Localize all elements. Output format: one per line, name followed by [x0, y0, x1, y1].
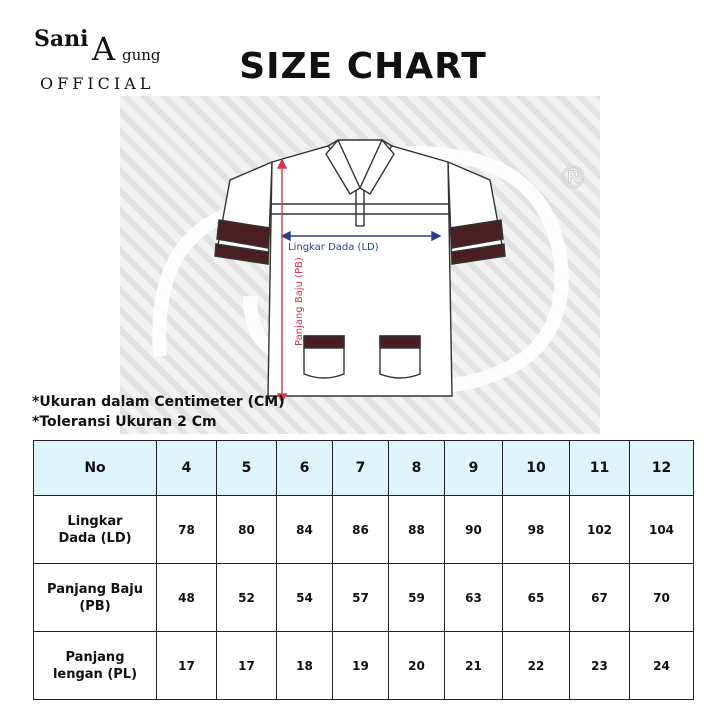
row-label-line1: Lingkar	[67, 513, 123, 529]
table-cell: 78	[157, 496, 217, 564]
table-cell: 21	[445, 632, 503, 700]
logo-text-a: A	[92, 30, 116, 68]
table-cell: 63	[445, 564, 503, 632]
row-label	[34, 564, 157, 632]
table-cell: 54	[277, 564, 333, 632]
table-cell: 65	[503, 564, 570, 632]
table-cell: 86	[333, 496, 389, 564]
note-unit: *Ukuran dalam Centimeter (CM)	[32, 394, 285, 410]
length-label: Panjang Baju (PB)	[294, 257, 305, 346]
table-row-lingkar-dada	[34, 496, 694, 564]
note-tolerance: *Toleransi Ukuran 2 Cm	[32, 414, 217, 430]
table-header-row	[34, 441, 694, 496]
row-label-line1: Panjang	[65, 649, 125, 665]
header-size: 8	[389, 441, 445, 496]
header-size: 7	[333, 441, 389, 496]
table-cell: 90	[445, 496, 503, 564]
table-cell: 52	[217, 564, 277, 632]
row-label-line1: Panjang Baju	[47, 581, 143, 597]
logo-text-gung: gung	[122, 46, 161, 64]
table-cell: 17	[217, 632, 277, 700]
table-cell: 102	[570, 496, 630, 564]
registered-mark: ®	[558, 161, 588, 196]
table-cell: 48	[157, 564, 217, 632]
chest-label: Lingkar Dada (LD)	[288, 242, 379, 253]
row-label-line2: lengan (PL)	[52, 666, 138, 682]
table-cell: 59	[389, 564, 445, 632]
header-size: 10	[503, 441, 570, 496]
table-cell: 57	[333, 564, 389, 632]
table-cell: 104	[630, 496, 694, 564]
row-label-line2: (PB)	[79, 598, 111, 614]
size-notes	[32, 392, 285, 432]
table-cell: 24	[630, 632, 694, 700]
table-cell: 22	[503, 632, 570, 700]
table-cell: 17	[157, 632, 217, 700]
header-size: 6	[277, 441, 333, 496]
shirt-illustration	[120, 96, 600, 434]
row-label	[34, 496, 157, 564]
table-cell: 70	[630, 564, 694, 632]
table-row-panjang-lengan	[34, 632, 694, 700]
table-cell: 84	[277, 496, 333, 564]
logo-text-official: OFFICIAL	[40, 74, 155, 93]
header-no: No	[34, 441, 157, 496]
header-size: 12	[630, 441, 694, 496]
table-cell: 88	[389, 496, 445, 564]
table-cell: 19	[333, 632, 389, 700]
table-cell: 18	[277, 632, 333, 700]
row-label-line2: Dada (LD)	[58, 530, 132, 546]
table-cell: 67	[570, 564, 630, 632]
size-table	[33, 440, 694, 700]
logo-text-sani: Sani	[34, 26, 89, 52]
row-label	[34, 632, 157, 700]
header-size: 11	[570, 441, 630, 496]
table-cell: 80	[217, 496, 277, 564]
table-cell: 23	[570, 632, 630, 700]
header-size: 4	[157, 441, 217, 496]
table-row-panjang-baju	[34, 564, 694, 632]
header-size: 5	[217, 441, 277, 496]
page-title: SIZE CHART	[239, 46, 487, 87]
table-cell: 98	[503, 496, 570, 564]
table-cell: 20	[389, 632, 445, 700]
header-size: 9	[445, 441, 503, 496]
